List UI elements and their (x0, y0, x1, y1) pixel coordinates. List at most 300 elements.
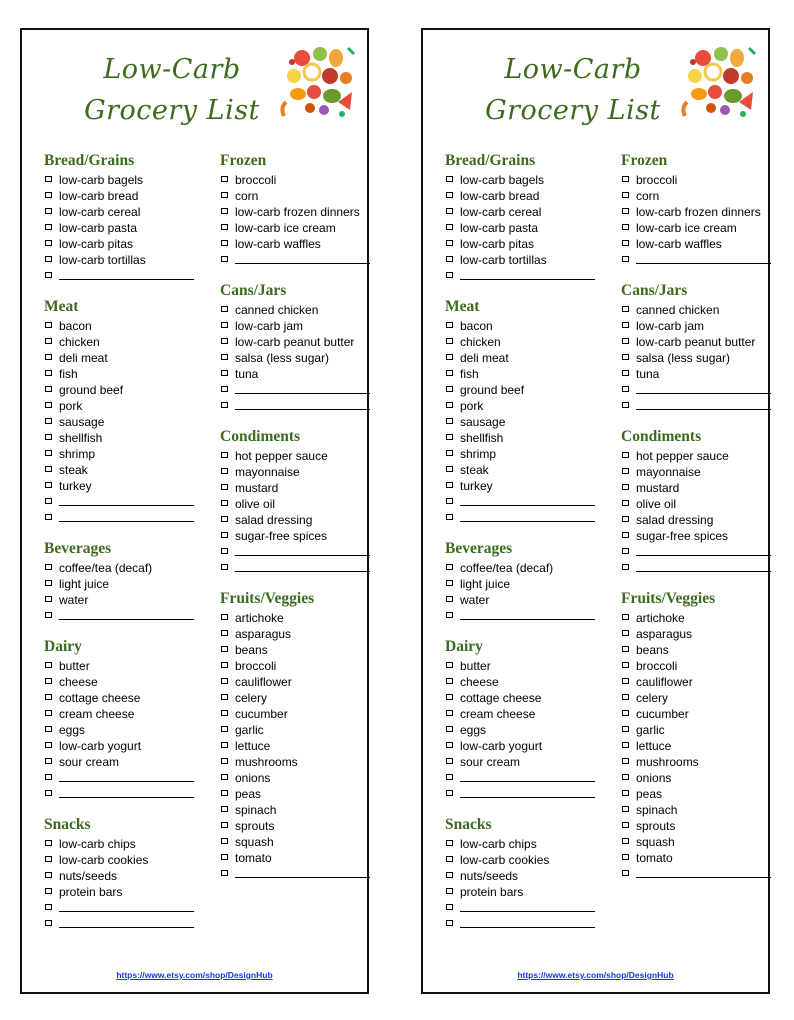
checkbox-icon[interactable] (221, 614, 228, 620)
checkbox-icon[interactable] (622, 662, 629, 668)
list-item[interactable] (445, 204, 595, 220)
list-item[interactable] (44, 366, 194, 382)
checkbox-icon[interactable] (446, 694, 453, 700)
blank-entry[interactable] (44, 608, 194, 624)
write-in-line[interactable] (460, 797, 595, 798)
checkbox-icon[interactable] (221, 646, 228, 652)
checkbox-icon[interactable] (446, 710, 453, 716)
list-item[interactable] (445, 576, 595, 592)
checkbox-icon[interactable] (446, 904, 453, 910)
write-in-line[interactable] (636, 877, 771, 878)
list-item[interactable] (621, 496, 771, 512)
checkbox-icon[interactable] (45, 224, 52, 230)
checkbox-icon[interactable] (221, 806, 228, 812)
list-item[interactable] (44, 188, 194, 204)
checkbox-icon[interactable] (221, 256, 228, 262)
list-item[interactable] (621, 642, 771, 658)
blank-entry[interactable] (44, 900, 194, 916)
write-in-line[interactable] (636, 263, 771, 264)
checkbox-icon[interactable] (446, 322, 453, 328)
blank-entry[interactable] (220, 560, 370, 576)
list-item[interactable] (445, 350, 595, 366)
checkbox-icon[interactable] (446, 402, 453, 408)
checkbox-icon[interactable] (221, 726, 228, 732)
blank-entry[interactable] (220, 398, 370, 414)
list-item[interactable] (445, 236, 595, 252)
checkbox-icon[interactable] (45, 774, 52, 780)
list-item[interactable] (44, 382, 194, 398)
blank-entry[interactable] (445, 268, 595, 284)
list-item[interactable] (445, 658, 595, 674)
list-item[interactable] (445, 462, 595, 478)
list-item[interactable] (621, 204, 771, 220)
list-item[interactable] (44, 430, 194, 446)
checkbox-icon[interactable] (622, 614, 629, 620)
list-item[interactable] (621, 350, 771, 366)
write-in-line[interactable] (460, 521, 595, 522)
checkbox-icon[interactable] (221, 500, 228, 506)
checkbox-icon[interactable] (221, 790, 228, 796)
list-item[interactable] (621, 334, 771, 350)
list-item[interactable] (445, 754, 595, 770)
write-in-line[interactable] (636, 393, 771, 394)
blank-entry[interactable] (445, 510, 595, 526)
list-item[interactable] (44, 560, 194, 576)
list-item[interactable] (220, 770, 370, 786)
checkbox-icon[interactable] (45, 272, 52, 278)
write-in-line[interactable] (59, 279, 194, 280)
checkbox-icon[interactable] (446, 564, 453, 570)
list-item[interactable] (220, 512, 370, 528)
checkbox-icon[interactable] (446, 208, 453, 214)
list-item[interactable] (220, 818, 370, 834)
checkbox-icon[interactable] (622, 386, 629, 392)
checkbox-icon[interactable] (221, 176, 228, 182)
checkbox-icon[interactable] (446, 272, 453, 278)
list-item[interactable] (621, 706, 771, 722)
list-item[interactable] (220, 528, 370, 544)
checkbox-icon[interactable] (622, 306, 629, 312)
list-item[interactable] (445, 366, 595, 382)
list-item[interactable] (44, 576, 194, 592)
checkbox-icon[interactable] (446, 888, 453, 894)
checkbox-icon[interactable] (45, 758, 52, 764)
checkbox-icon[interactable] (446, 790, 453, 796)
list-item[interactable] (44, 446, 194, 462)
write-in-line[interactable] (460, 619, 595, 620)
checkbox-icon[interactable] (45, 338, 52, 344)
blank-entry[interactable] (445, 786, 595, 802)
checkbox-icon[interactable] (221, 548, 228, 554)
checkbox-icon[interactable] (446, 514, 453, 520)
checkbox-icon[interactable] (221, 468, 228, 474)
checkbox-icon[interactable] (622, 484, 629, 490)
checkbox-icon[interactable] (45, 790, 52, 796)
checkbox-icon[interactable] (221, 484, 228, 490)
checkbox-icon[interactable] (221, 306, 228, 312)
checkbox-icon[interactable] (446, 840, 453, 846)
checkbox-icon[interactable] (446, 224, 453, 230)
checkbox-icon[interactable] (45, 840, 52, 846)
blank-entry[interactable] (44, 510, 194, 526)
list-item[interactable] (621, 302, 771, 318)
checkbox-icon[interactable] (622, 516, 629, 522)
checkbox-icon[interactable] (622, 338, 629, 344)
checkbox-icon[interactable] (446, 580, 453, 586)
checkbox-icon[interactable] (221, 774, 228, 780)
list-item[interactable] (220, 834, 370, 850)
blank-entry[interactable] (445, 900, 595, 916)
blank-entry[interactable] (220, 252, 370, 268)
list-item[interactable] (621, 850, 771, 866)
checkbox-icon[interactable] (622, 224, 629, 230)
list-item[interactable] (445, 690, 595, 706)
checkbox-icon[interactable] (622, 532, 629, 538)
write-in-line[interactable] (460, 505, 595, 506)
list-item[interactable] (445, 252, 595, 268)
list-item[interactable] (220, 204, 370, 220)
checkbox-icon[interactable] (446, 742, 453, 748)
checkbox-icon[interactable] (446, 256, 453, 262)
list-item[interactable] (220, 802, 370, 818)
checkbox-icon[interactable] (446, 872, 453, 878)
list-item[interactable] (44, 204, 194, 220)
write-in-line[interactable] (235, 263, 370, 264)
list-item[interactable] (220, 642, 370, 658)
list-item[interactable] (220, 690, 370, 706)
checkbox-icon[interactable] (446, 498, 453, 504)
checkbox-icon[interactable] (221, 208, 228, 214)
checkbox-icon[interactable] (45, 450, 52, 456)
checkbox-icon[interactable] (446, 466, 453, 472)
checkbox-icon[interactable] (221, 402, 228, 408)
checkbox-icon[interactable] (221, 870, 228, 876)
list-item[interactable] (44, 706, 194, 722)
checkbox-icon[interactable] (446, 612, 453, 618)
checkbox-icon[interactable] (45, 856, 52, 862)
checkbox-icon[interactable] (45, 354, 52, 360)
list-item[interactable] (44, 868, 194, 884)
checkbox-icon[interactable] (45, 678, 52, 684)
checkbox-icon[interactable] (45, 904, 52, 910)
list-item[interactable] (445, 414, 595, 430)
blank-entry[interactable] (44, 494, 194, 510)
checkbox-icon[interactable] (45, 662, 52, 668)
write-in-line[interactable] (235, 877, 370, 878)
list-item[interactable] (220, 448, 370, 464)
write-in-line[interactable] (460, 279, 595, 280)
list-item[interactable] (220, 334, 370, 350)
list-item[interactable] (621, 786, 771, 802)
checkbox-icon[interactable] (45, 418, 52, 424)
checkbox-icon[interactable] (622, 192, 629, 198)
checkbox-icon[interactable] (622, 758, 629, 764)
list-item[interactable] (445, 868, 595, 884)
checkbox-icon[interactable] (45, 564, 52, 570)
list-item[interactable] (445, 382, 595, 398)
blank-entry[interactable] (220, 866, 370, 882)
checkbox-icon[interactable] (446, 370, 453, 376)
list-item[interactable] (445, 852, 595, 868)
checkbox-icon[interactable] (622, 678, 629, 684)
checkbox-icon[interactable] (622, 790, 629, 796)
checkbox-icon[interactable] (446, 418, 453, 424)
list-item[interactable] (44, 658, 194, 674)
checkbox-icon[interactable] (45, 872, 52, 878)
checkbox-icon[interactable] (446, 758, 453, 764)
checkbox-icon[interactable] (221, 532, 228, 538)
list-item[interactable] (44, 172, 194, 188)
checkbox-icon[interactable] (622, 726, 629, 732)
checkbox-icon[interactable] (622, 500, 629, 506)
list-item[interactable] (44, 220, 194, 236)
checkbox-icon[interactable] (446, 678, 453, 684)
list-item[interactable] (621, 626, 771, 642)
checkbox-icon[interactable] (45, 370, 52, 376)
checkbox-icon[interactable] (45, 192, 52, 198)
checkbox-icon[interactable] (446, 920, 453, 926)
checkbox-icon[interactable] (45, 920, 52, 926)
list-item[interactable] (621, 512, 771, 528)
list-item[interactable] (220, 464, 370, 480)
blank-entry[interactable] (44, 786, 194, 802)
checkbox-icon[interactable] (221, 854, 228, 860)
list-item[interactable] (44, 884, 194, 900)
list-item[interactable] (220, 366, 370, 382)
list-item[interactable] (220, 658, 370, 674)
list-item[interactable] (44, 738, 194, 754)
list-item[interactable] (44, 478, 194, 494)
checkbox-icon[interactable] (446, 596, 453, 602)
list-item[interactable] (621, 236, 771, 252)
write-in-line[interactable] (59, 505, 194, 506)
checkbox-icon[interactable] (221, 694, 228, 700)
checkbox-icon[interactable] (45, 256, 52, 262)
list-item[interactable] (44, 690, 194, 706)
list-item[interactable] (44, 462, 194, 478)
list-item[interactable] (445, 560, 595, 576)
write-in-line[interactable] (235, 555, 370, 556)
write-in-line[interactable] (235, 393, 370, 394)
list-item[interactable] (44, 252, 194, 268)
list-item[interactable] (44, 414, 194, 430)
checkbox-icon[interactable] (45, 742, 52, 748)
checkbox-icon[interactable] (221, 822, 228, 828)
list-item[interactable] (445, 674, 595, 690)
blank-entry[interactable] (621, 252, 771, 268)
checkbox-icon[interactable] (221, 678, 228, 684)
list-item[interactable] (44, 398, 194, 414)
checkbox-icon[interactable] (622, 402, 629, 408)
list-item[interactable] (445, 172, 595, 188)
write-in-line[interactable] (59, 911, 194, 912)
list-item[interactable] (44, 836, 194, 852)
write-in-line[interactable] (59, 927, 194, 928)
list-item[interactable] (445, 188, 595, 204)
list-item[interactable] (44, 852, 194, 868)
checkbox-icon[interactable] (622, 468, 629, 474)
list-item[interactable] (621, 318, 771, 334)
checkbox-icon[interactable] (45, 498, 52, 504)
checkbox-icon[interactable] (622, 774, 629, 780)
list-item[interactable] (44, 334, 194, 350)
checkbox-icon[interactable] (446, 856, 453, 862)
list-item[interactable] (220, 786, 370, 802)
checkbox-icon[interactable] (221, 742, 228, 748)
checkbox-icon[interactable] (446, 726, 453, 732)
list-item[interactable] (220, 188, 370, 204)
write-in-line[interactable] (59, 781, 194, 782)
checkbox-icon[interactable] (622, 646, 629, 652)
checkbox-icon[interactable] (446, 192, 453, 198)
checkbox-icon[interactable] (221, 630, 228, 636)
checkbox-icon[interactable] (45, 240, 52, 246)
list-item[interactable] (44, 592, 194, 608)
list-item[interactable] (621, 464, 771, 480)
write-in-line[interactable] (636, 571, 771, 572)
list-item[interactable] (445, 318, 595, 334)
checkbox-icon[interactable] (45, 514, 52, 520)
list-item[interactable] (621, 528, 771, 544)
checkbox-icon[interactable] (622, 838, 629, 844)
write-in-line[interactable] (460, 781, 595, 782)
list-item[interactable] (621, 366, 771, 382)
list-item[interactable] (621, 658, 771, 674)
checkbox-icon[interactable] (446, 354, 453, 360)
write-in-line[interactable] (460, 911, 595, 912)
list-item[interactable] (621, 722, 771, 738)
list-item[interactable] (445, 836, 595, 852)
checkbox-icon[interactable] (45, 434, 52, 440)
list-item[interactable] (44, 754, 194, 770)
checkbox-icon[interactable] (622, 322, 629, 328)
checkbox-icon[interactable] (45, 596, 52, 602)
checkbox-icon[interactable] (446, 240, 453, 246)
list-item[interactable] (621, 690, 771, 706)
list-item[interactable] (220, 172, 370, 188)
list-item[interactable] (445, 884, 595, 900)
blank-entry[interactable] (220, 382, 370, 398)
list-item[interactable] (445, 722, 595, 738)
checkbox-icon[interactable] (45, 402, 52, 408)
list-item[interactable] (220, 302, 370, 318)
list-item[interactable] (220, 706, 370, 722)
checkbox-icon[interactable] (221, 338, 228, 344)
checkbox-icon[interactable] (622, 370, 629, 376)
checkbox-icon[interactable] (221, 354, 228, 360)
blank-entry[interactable] (445, 770, 595, 786)
list-item[interactable] (445, 334, 595, 350)
list-item[interactable] (445, 592, 595, 608)
checkbox-icon[interactable] (221, 322, 228, 328)
checkbox-icon[interactable] (45, 888, 52, 894)
list-item[interactable] (220, 496, 370, 512)
list-item[interactable] (220, 626, 370, 642)
checkbox-icon[interactable] (622, 452, 629, 458)
blank-entry[interactable] (621, 866, 771, 882)
checkbox-icon[interactable] (221, 370, 228, 376)
checkbox-icon[interactable] (45, 580, 52, 586)
list-item[interactable] (44, 318, 194, 334)
write-in-line[interactable] (59, 521, 194, 522)
checkbox-icon[interactable] (221, 192, 228, 198)
list-item[interactable] (220, 480, 370, 496)
checkbox-icon[interactable] (622, 822, 629, 828)
list-item[interactable] (621, 480, 771, 496)
list-item[interactable] (44, 674, 194, 690)
list-item[interactable] (621, 738, 771, 754)
list-item[interactable] (621, 770, 771, 786)
checkbox-icon[interactable] (622, 176, 629, 182)
list-item[interactable] (220, 754, 370, 770)
blank-entry[interactable] (621, 382, 771, 398)
checkbox-icon[interactable] (622, 208, 629, 214)
write-in-line[interactable] (636, 409, 771, 410)
list-item[interactable] (621, 172, 771, 188)
blank-entry[interactable] (445, 916, 595, 932)
list-item[interactable] (621, 818, 771, 834)
checkbox-icon[interactable] (221, 758, 228, 764)
checkbox-icon[interactable] (622, 256, 629, 262)
blank-entry[interactable] (44, 770, 194, 786)
list-item[interactable] (220, 738, 370, 754)
checkbox-icon[interactable] (622, 742, 629, 748)
write-in-line[interactable] (235, 409, 370, 410)
checkbox-icon[interactable] (446, 434, 453, 440)
checkbox-icon[interactable] (446, 450, 453, 456)
write-in-line[interactable] (235, 571, 370, 572)
list-item[interactable] (220, 220, 370, 236)
list-item[interactable] (621, 674, 771, 690)
checkbox-icon[interactable] (221, 224, 228, 230)
blank-entry[interactable] (44, 916, 194, 932)
list-item[interactable] (44, 236, 194, 252)
checkbox-icon[interactable] (221, 662, 228, 668)
blank-entry[interactable] (445, 494, 595, 510)
checkbox-icon[interactable] (622, 630, 629, 636)
blank-entry[interactable] (621, 398, 771, 414)
checkbox-icon[interactable] (45, 466, 52, 472)
write-in-line[interactable] (59, 619, 194, 620)
checkbox-icon[interactable] (221, 838, 228, 844)
list-item[interactable] (621, 834, 771, 850)
checkbox-icon[interactable] (446, 662, 453, 668)
shop-link[interactable]: https://www.etsy.com/shop/DesignHub (517, 970, 674, 980)
checkbox-icon[interactable] (446, 386, 453, 392)
list-item[interactable] (621, 220, 771, 236)
checkbox-icon[interactable] (45, 612, 52, 618)
checkbox-icon[interactable] (221, 710, 228, 716)
list-item[interactable] (220, 350, 370, 366)
checkbox-icon[interactable] (45, 322, 52, 328)
list-item[interactable] (445, 446, 595, 462)
checkbox-icon[interactable] (221, 564, 228, 570)
checkbox-icon[interactable] (45, 710, 52, 716)
list-item[interactable] (220, 318, 370, 334)
list-item[interactable] (220, 722, 370, 738)
list-item[interactable] (445, 706, 595, 722)
checkbox-icon[interactable] (221, 516, 228, 522)
list-item[interactable] (220, 674, 370, 690)
checkbox-icon[interactable] (221, 452, 228, 458)
checkbox-icon[interactable] (45, 386, 52, 392)
checkbox-icon[interactable] (622, 854, 629, 860)
checkbox-icon[interactable] (622, 694, 629, 700)
blank-entry[interactable] (621, 544, 771, 560)
blank-entry[interactable] (220, 544, 370, 560)
blank-entry[interactable] (445, 608, 595, 624)
write-in-line[interactable] (636, 555, 771, 556)
